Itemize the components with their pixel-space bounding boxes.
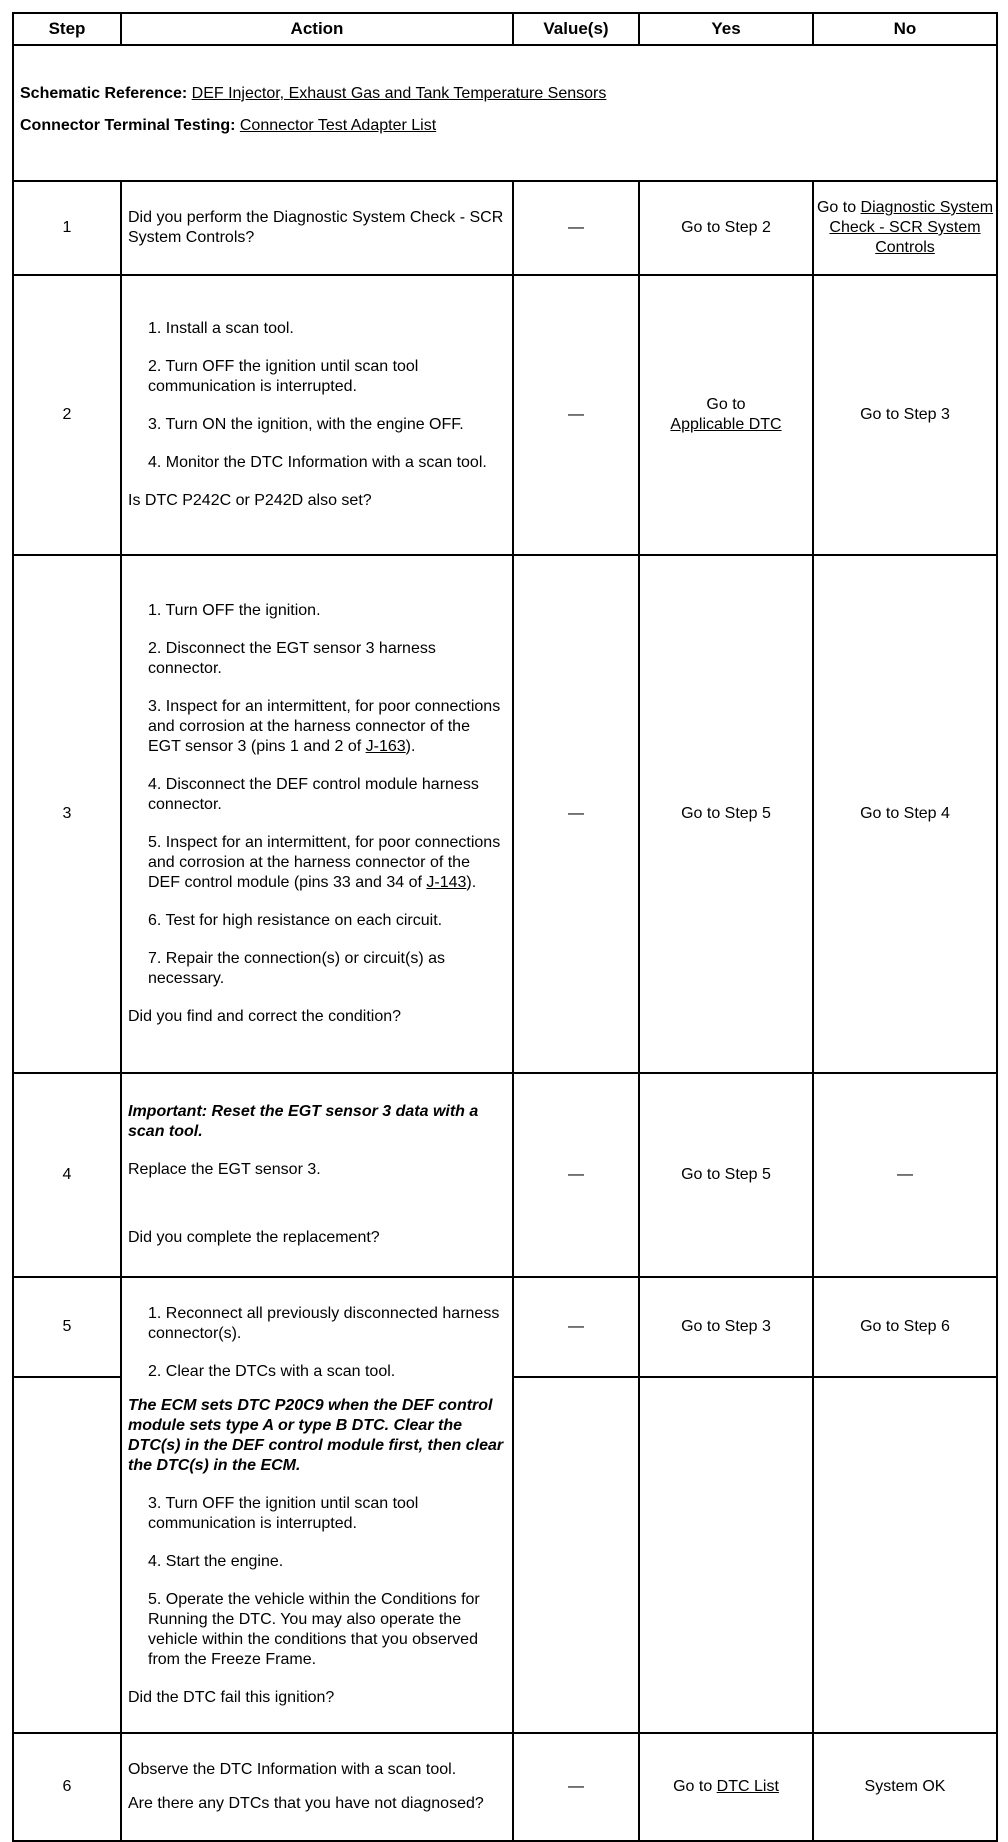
action-item	[128, 697, 506, 757]
action-item: 5. Operate the vehicle within the Conditions for Running the DTC. You may also operate the vehicle within the conditions that you observed from the Freeze Frame.	[148, 1591, 480, 1668]
diagnostic-table	[12, 12, 998, 1842]
empty-cell	[639, 1377, 813, 1733]
table-row-step-2	[13, 275, 997, 555]
step-yes	[639, 1733, 813, 1841]
step-values: —	[513, 181, 639, 275]
table-row-step-6	[13, 1733, 997, 1841]
step-no: —	[813, 1073, 997, 1277]
header-yes: Yes	[639, 13, 813, 45]
connector-reference	[20, 116, 990, 136]
action-item: 2. Clear the DTCs with a scan tool.	[148, 1363, 396, 1380]
step-action: Did you perform the Diagnostic System Check - SCR System Controls?	[121, 181, 513, 275]
step-action	[121, 1277, 513, 1733]
table-row-step-1	[13, 181, 997, 275]
step-yes	[639, 275, 813, 555]
empty-cell	[813, 1377, 997, 1733]
action-question: Did you find and correct the condition?	[128, 1008, 402, 1025]
step-values: —	[513, 1073, 639, 1277]
step-no	[813, 181, 997, 275]
action-item: 3. Turn OFF the ignition until scan tool communication is interrupted.	[148, 1495, 419, 1532]
step-values: —	[513, 555, 639, 1073]
action-item: 1. Install a scan tool.	[148, 320, 294, 337]
action-item: 2. Disconnect the EGT sensor 3 harness connector.	[148, 640, 436, 677]
step-no: Go to Step 6	[813, 1277, 997, 1377]
action-item: 4. Start the engine.	[148, 1553, 284, 1570]
step-number: 4	[13, 1073, 121, 1277]
action-item: 6. Test for high resistance on each circuit.	[148, 912, 443, 929]
step-number: 6	[13, 1733, 121, 1841]
action-text: Observe the DTC Information with a scan tool.	[128, 1761, 457, 1778]
step-no: Go to Step 3	[813, 275, 997, 555]
no-prefix: Go to	[816, 199, 857, 216]
action-item: 2. Turn OFF the ignition until scan tool communication is interrupted.	[148, 358, 419, 395]
reference-cell	[13, 45, 997, 181]
header-action: Action	[121, 13, 513, 45]
action-item: 7. Repair the connection(s) or circuit(s) as necessary.	[148, 950, 445, 987]
step-no: Go to Step 4	[813, 555, 997, 1073]
action-question: Did the DTC fail this ignition?	[128, 1689, 335, 1706]
yes-prefix: Go to	[673, 1778, 713, 1795]
action-item: 4. Monitor the DTC Information with a scan tool.	[148, 454, 487, 471]
important-note: Important: Reset the EGT sensor 3 data with a scan tool.	[128, 1103, 479, 1140]
action-item: 3. Turn ON the ignition, with the engine OFF.	[148, 416, 464, 433]
action-item: 1. Reconnect all previously disconnected harness connector(s).	[148, 1305, 500, 1342]
step-yes: Go to Step 3	[639, 1277, 813, 1377]
ecm-note: The ECM sets DTC P20C9 when the DEF control module sets type A or type B DTC. Clear the DTC(s) in the DEF control module first, then clear the DTC(s) in the ECM.	[128, 1397, 504, 1474]
action-question: Are there any DTCs that you have not diagnosed?	[128, 1795, 484, 1812]
j-143-link[interactable]: J-143	[426, 874, 467, 891]
applicable-dtc-link[interactable]: Applicable DTC	[670, 416, 782, 433]
action-text: Replace the EGT sensor 3.	[128, 1161, 321, 1178]
connector-link[interactable]: Connector Test Adapter List	[239, 117, 437, 134]
action-item-text: 3. Inspect for an intermittent, for poor connections and corrosion at the harness connector of the EGT sensor 3 (pins 1 and 2 of	[148, 698, 501, 755]
action-item	[128, 833, 506, 893]
table-row-step-5	[13, 1277, 997, 1377]
schematic-link[interactable]: DEF Injector, Exhaust Gas and Tank Temperature Sensors	[191, 85, 607, 102]
header-row	[13, 13, 997, 45]
diagnostic-system-check-link[interactable]: Diagnostic System Check - SCR System Controls	[829, 199, 994, 256]
j-163-link[interactable]: J-163	[365, 738, 406, 755]
table-row-step-4	[13, 1073, 997, 1277]
action-question: Did you complete the replacement?	[128, 1229, 380, 1246]
step-number: 2	[13, 275, 121, 555]
step-yes: Go to Step 2	[639, 181, 813, 275]
step-number: 5	[13, 1277, 121, 1377]
step-number: 3	[13, 555, 121, 1073]
action-item-text: 5. Inspect for an intermittent, for poor connections and corrosion at the harness connector of the DEF control module (pins 33 and 34 of	[148, 834, 501, 891]
step-action	[121, 555, 513, 1073]
action-item-end: ).	[466, 874, 477, 891]
step-number: 1	[13, 181, 121, 275]
step-values: —	[513, 1733, 639, 1841]
step-action	[121, 1073, 513, 1277]
header-no: No	[813, 13, 997, 45]
table-row-step-3	[13, 555, 997, 1073]
header-step: Step	[13, 13, 121, 45]
step-values: —	[513, 275, 639, 555]
empty-cell	[13, 1377, 121, 1733]
step-values: —	[513, 1277, 639, 1377]
action-item: 1. Turn OFF the ignition.	[148, 602, 321, 619]
schematic-label: Schematic Reference:	[20, 85, 188, 102]
step-yes: Go to Step 5	[639, 1073, 813, 1277]
header-values: Value(s)	[513, 13, 639, 45]
reference-row	[13, 45, 997, 181]
step-action	[121, 275, 513, 555]
connector-label: Connector Terminal Testing:	[20, 117, 236, 134]
action-item-end: ).	[405, 738, 416, 755]
step-no: System OK	[813, 1733, 997, 1841]
action-item: 4. Disconnect the DEF control module harness connector.	[148, 776, 479, 813]
step-yes: Go to Step 5	[639, 555, 813, 1073]
schematic-reference	[20, 84, 990, 104]
step-action	[121, 1733, 513, 1841]
action-question: Is DTC P242C or P242D also set?	[128, 492, 372, 509]
yes-prefix: Go to	[706, 396, 746, 413]
empty-cell	[513, 1377, 639, 1733]
dtc-list-link[interactable]: DTC List	[716, 1778, 779, 1795]
